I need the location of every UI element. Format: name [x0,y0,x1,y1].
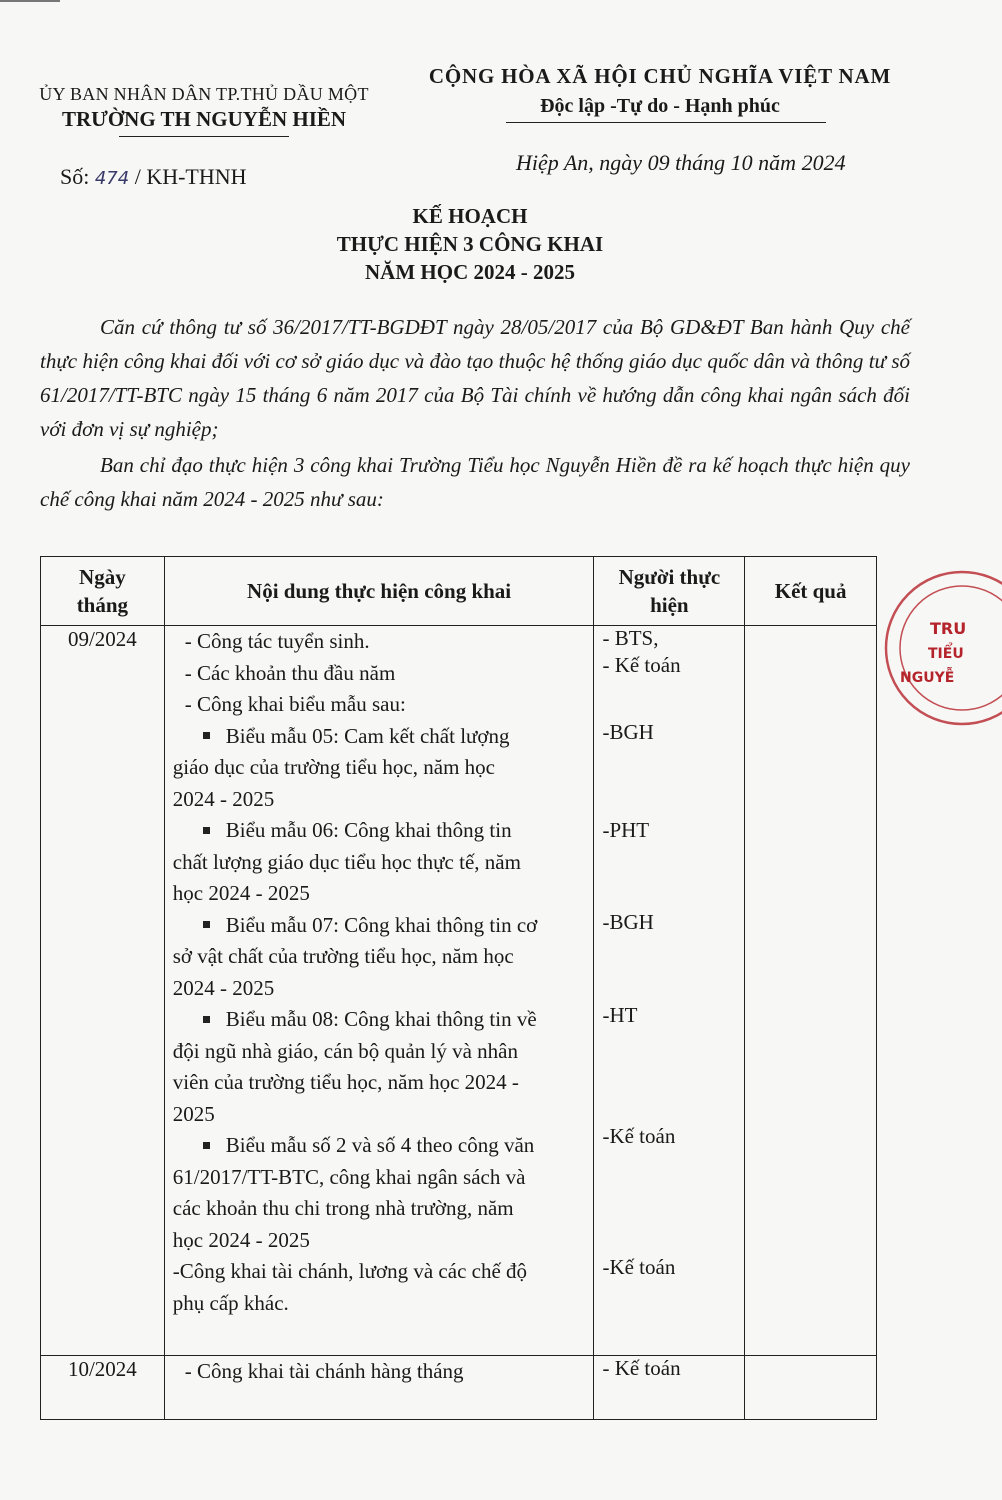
document-number [60,164,247,190]
document-number-suffix: / KH-THNH [134,164,247,189]
bullet-icon [203,827,210,834]
resp-ht-08: -HT [602,1003,638,1027]
list-item-cont: 2024 - 2025 [172,786,275,811]
issuer-block [14,84,394,137]
resp-accountant-fin: -Kế toán [602,1255,676,1279]
item-fees: - Các khoản thu đầu năm [184,660,396,685]
header-date [41,557,165,626]
list-item-cont: sở vật chất của trường tiểu học, năm học [172,944,514,968]
title-line-3: NĂM HỌC 2024 - 2025 [365,260,575,284]
list-item-cont: giáo dục của trường tiểu học, năm học [172,755,495,779]
issuer-underline [119,136,289,137]
national-name: CỘNG HÒA XÃ HỘI CHỦ NGHĨA VIỆT NAM [428,64,892,88]
list-item-cont: 61/2017/TT-BTC, công khai ngân sách và [172,1164,526,1189]
legal-basis-paragraph: Căn cứ thông tư số 36/2017/TT-BGDĐT ngày 28/05/2017 của Bộ GD&ĐT Ban hành Quy chế thực hiện công khai đối với cơ sở giáo dục và đào tạo thuộc hệ thống giáo dục quốc dân và thông tư số 61/2017/TT-BTC ngày 15 tháng 6 năm 2017 của Bộ Tài chính về hướng dẫn công khai ngân sách đối với đơn vị sự nghiệp; [40,315,910,441]
row-result [745,1356,877,1420]
scan-edge-mark [0,0,60,2]
bullet-icon [203,1016,210,1023]
row-content [164,626,594,1356]
resp-accountant-monthly: - Kế toán [602,1356,681,1380]
header-responsible [594,557,745,626]
row-spacer [173,1319,584,1355]
bullet-icon [203,732,210,739]
row-content [164,1356,594,1420]
item-enrollment: - Công tác tuyển sinh. [184,629,370,653]
seal-text-2: TIỂU [928,646,964,662]
header-content: Nội dung thực hiện công khai [164,557,594,626]
issuer-authority: ỦY BAN NHÂN DÂN TP.THỦ DẦU MỘT [39,84,369,104]
resp-bgh-07: -BGH [602,910,654,934]
title-line-2: THỰC HIỆN 3 CÔNG KHAI [336,232,604,256]
national-motto: Độc lập -Tự do - Hạnh phúc [540,95,780,117]
list-item: Biểu mẫu 06: Công khai thông tin [173,815,584,847]
header-resp-line2: hiện [650,593,689,617]
row-responsible [594,626,745,1356]
resp-accountant: - Kế toán [602,653,681,677]
list-item-cont: học 2024 - 2025 [172,1227,310,1252]
document-number-prefix: Số: [60,164,90,189]
plan-intro-paragraph: Ban chỉ đạo thực hiện 3 công khai Trường Tiểu học Nguyễn Hiền đề ra kế hoạch thực hiện quy chế công khai năm 2024 - 2025 như sau: [40,453,910,511]
resp-bts: - BTS, [602,626,659,650]
list-item: Biểu mẫu 08: Công khai thông tin về [173,1004,584,1036]
table-header-row [41,557,877,626]
list-item-cont: 2024 - 2025 [172,975,275,1000]
item-finance: -Công khai tài chánh, lương và các chế độ [172,1259,528,1283]
seal-graphic [872,568,1002,728]
table-row [41,1356,877,1420]
document-title [180,202,760,286]
document-date: Hiệp An, ngày 09 tháng 10 năm 2024 [516,150,846,175]
issuer-school: TRƯỜNG TH NGUYỄN HIỀN [61,107,347,131]
header-date-line1: Ngày [79,565,126,589]
list-item: Biểu mẫu số 2 và số 4 theo công văn [173,1130,584,1162]
national-motto-block [400,64,920,123]
row-month: 10/2024 [41,1356,165,1420]
list-item-cont: đội ngũ nhà giáo, cán bộ quản lý và nhân [172,1038,518,1063]
header-date-line2: tháng [76,593,129,617]
school-seal [872,568,1002,728]
seal-text-3: NGUYỄ [900,670,955,686]
bullet-icon [203,921,210,928]
title-line-1: KẾ HOẠCH [412,204,528,228]
resp-bgh-05: -BGH [602,720,654,744]
row-month: 09/2024 [41,626,165,1356]
resp-accountant-24: -Kế toán [602,1124,676,1148]
seal-text-1: TRU [930,619,967,638]
row-responsible [594,1356,745,1420]
list-item: Biểu mẫu 05: Cam kết chất lượng [173,721,584,753]
table-row [41,626,877,1356]
list-item-cont: chất lượng giáo dục tiểu học thực tế, năm [172,849,521,874]
item-monthly-finance: - Công khai tài chánh hàng tháng [184,1359,464,1383]
list-item: Biểu mẫu 07: Công khai thông tin cơ [173,910,584,942]
bullet-icon [203,1142,210,1149]
plan-table [40,556,877,1420]
row-result [745,626,877,1356]
list-item-cont: học 2024 - 2025 [172,881,310,905]
list-item-cont: các khoản thu chi trong nhà trường, năm [172,1196,514,1220]
resp-pht-06: -PHT [602,818,650,842]
item-finance-cont: phụ cấp khác. [172,1290,289,1315]
list-item-cont: viên của trường tiểu học, năm học 2024 - [172,1070,519,1094]
document-number-handwritten: 474 [94,168,130,189]
item-forms: - Công khai biểu mẫu sau: [184,692,406,716]
motto-underline [506,122,826,123]
header-result: Kết quả [745,557,877,626]
list-item-cont: 2025 [172,1101,215,1126]
header-resp-line1: Người thực [618,565,721,589]
